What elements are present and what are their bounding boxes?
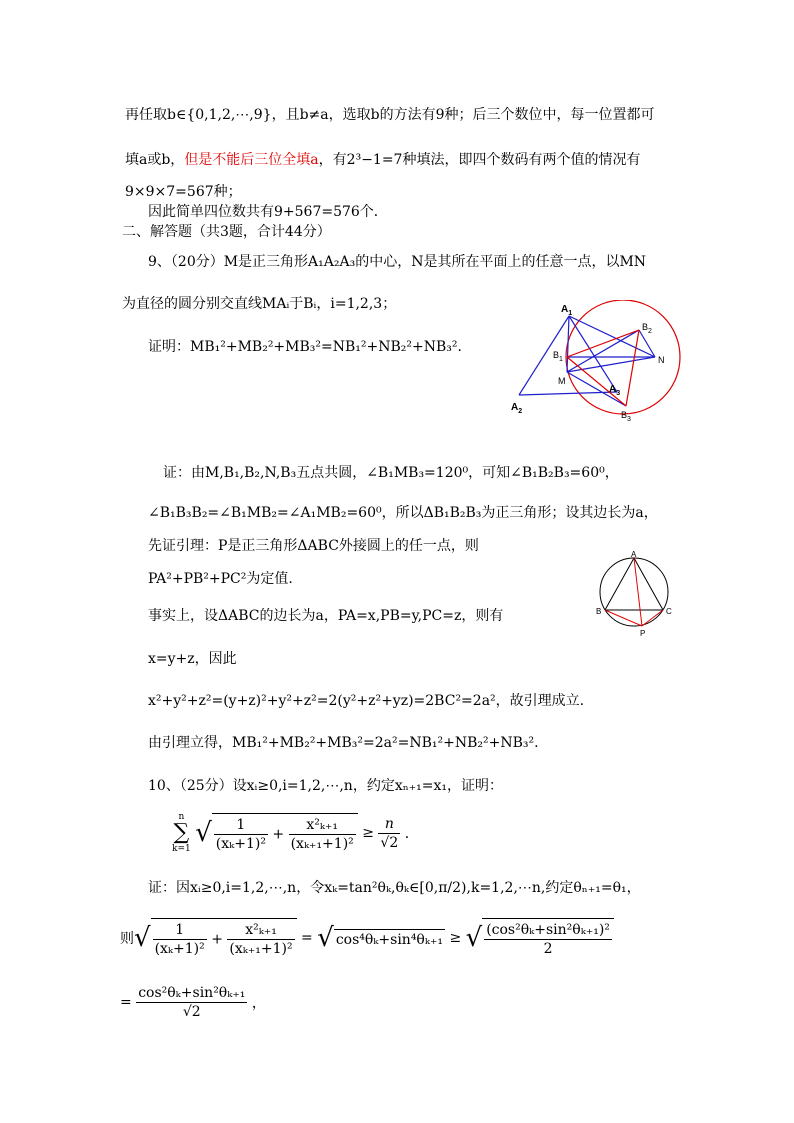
solution-9-line1: 证：由M,B₁,B₂,N,B₃五点共圆，∠B₁MB₃=120⁰，可知∠B₁B₂B₃=60⁰，: [163, 465, 619, 481]
line-2: [125, 150, 640, 170]
problem-9-line1: 9、（20分）M是正三角形A₁A₂A₃的中心，N是其所在平面上的任意一点，以MN: [148, 254, 647, 270]
line-3: 9×9×7=567种；: [125, 184, 242, 200]
solution-9-line5: 事实上，设ΔABC的边长为a，PA=x,PB=y,PC=z，则有: [148, 608, 504, 624]
label-A1: A: [561, 304, 569, 315]
svg-text:B3: $B_3$: [621, 410, 631, 423]
solution-10-line3: = $\frac{\text{cos²θₖ+sin²θₖ₊₁}}{√2}$ ，: [120, 985, 266, 1020]
solution-9-line6: x=y+z，因此: [148, 651, 237, 667]
line-4: 因此简单四位数共有9+567=576个．: [148, 204, 388, 220]
line-2c: ，有2³−1=7种填法，即四个数码有两个值的情况有: [318, 152, 641, 168]
sum-upper: n: [178, 812, 185, 822]
solution-9-line7: x²+y²+z²=(y+z)²+y²+z²=2(y²+z²+yz)=2BC²=2a²，故引理成立.: [148, 693, 585, 709]
figure-circle-triangle: [592, 550, 680, 638]
svg-text:A3: $A_3$: [609, 384, 621, 397]
label-B3: B: [621, 410, 628, 420]
sum-lower: k=1: [172, 844, 191, 854]
problem-10-inequality: n ∑ k=1 √ $\frac{1}{\text{(xₖ+1)²}}$ + $\frac{\text{x²ₖ₊₁}}{\text{(xₖ₊₁+1)²}}$ ≥ $\frac{n}{√2}$ ．: [172, 812, 419, 854]
section-title: 二、解答题（共3题，合计44分）: [122, 224, 331, 240]
sum-sign: ∑: [173, 820, 190, 845]
solution-9-line8: 由引理立得，MB₁²+MB₂²+MB₃²=2a²=NB₁²+NB₂²+NB₃².: [148, 735, 539, 751]
label-B2: B: [642, 322, 649, 332]
label-B: B: [596, 607, 602, 616]
line-1: 再任取b∈{0,1,2,⋯,9}，且b≠a，选取b的方法有9种；后三个数位中，每一位置都可: [125, 107, 655, 123]
solution-9-line3: 先证引理：P是正三角形ΔABC外接圆上的任一点，则: [148, 538, 479, 554]
label-A3: A: [609, 384, 617, 395]
solution-9-line4: PA²+PB²+PC²为定值.: [148, 571, 293, 587]
label-M: M: [558, 376, 566, 386]
solution-9-line2: ∠B₁B₃B₂=∠B₁MB₂=∠A₁MB₂=60⁰，所以ΔB₁B₂B₃为正三角形；设其边长为a，: [148, 505, 658, 521]
label-A2: A: [511, 402, 519, 413]
label-P: P: [640, 629, 646, 638]
sqrt-body: $\frac{1}{\text{(xₖ+1)²}}$ + $\frac{\text{x²ₖ₊₁}}{\text{(xₖ₊₁+1)²}}$: [212, 813, 358, 853]
figure-triangle-circle: [505, 300, 685, 425]
svg-text:A2: $A_2$: [511, 402, 523, 415]
label-C: C: [666, 607, 672, 616]
label-N: N: [658, 355, 665, 365]
sqrt-sign: √: [195, 818, 212, 848]
problem-9-line2: 为直径的圆分别交直线MAᵢ于Bᵢ，i=1,2,3；: [122, 296, 397, 312]
svg-text:B1: $B_1$: [553, 350, 563, 363]
problem-10-line1: 10、（25分）设xᵢ≥0,i=1,2,⋯,n，约定xₙ₊₁=x₁，证明：: [148, 778, 504, 794]
svg-text:A1: $A_1$: [561, 304, 573, 317]
line-2-highlight: 但是不能后三位全填a: [184, 152, 319, 168]
svg-text:B2: $B_2$: [642, 322, 652, 335]
label-A: A: [631, 550, 637, 559]
label-B1: B: [553, 350, 560, 360]
solution-10-line1: 证：因xᵢ≥0,i=1,2,⋯,n，令xₖ=tan²θₖ,θₖ∈[0,π/2),k=1,2,⋯n,约定θₙ₊₁=θ₁，: [148, 880, 641, 896]
line-2a: 填a或b，: [125, 152, 185, 168]
solution-10-line2: 则√ $\frac{1}{\text{(xₖ+1)²}}$ + $\frac{\text{x²ₖ₊₁}}{\text{(xₖ₊₁+1)²}}$ = √ cos⁴θₖ+sin⁴θₖ₊₁ ≥ √ $\frac{\text{(cos²θₖ+sin²θₖ₊₁)²}}{2}$: [120, 918, 614, 964]
problem-9-line3: 证明：MB₁²+MB₂²+MB₃²=NB₁²+NB₂²+NB₃²．: [148, 339, 472, 355]
